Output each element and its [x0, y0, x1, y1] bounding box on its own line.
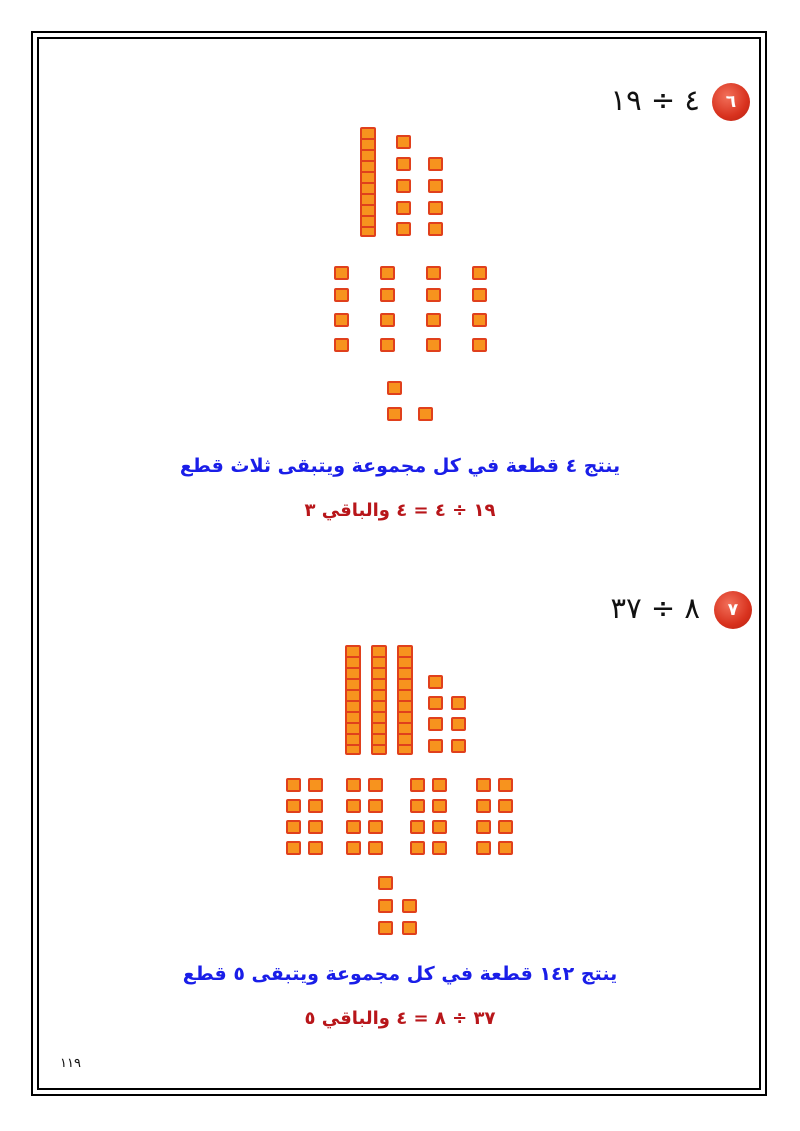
ten-rod — [397, 645, 413, 755]
unit-cube — [334, 288, 349, 302]
unit-cube — [428, 696, 443, 710]
remainder-cube — [402, 921, 417, 935]
remainder-cube — [402, 899, 417, 913]
unit-cube — [346, 778, 361, 792]
unit-cube — [428, 201, 443, 215]
unit-cube — [286, 841, 301, 855]
remainder-cube — [387, 407, 402, 421]
unit-cube — [334, 313, 349, 327]
unit-cube — [498, 799, 513, 813]
unit-cube — [498, 820, 513, 834]
unit-cube — [426, 288, 441, 302]
unit-cube — [286, 820, 301, 834]
remainder-cube — [378, 876, 393, 890]
unit-cube — [308, 778, 323, 792]
ten-rod — [345, 645, 361, 755]
unit-cube — [396, 135, 411, 149]
unit-cube — [410, 778, 425, 792]
unit-cube — [346, 841, 361, 855]
result-sentence: ينتج ٤ قطعة في كل مجموعة ويتبقى ثلاث قطع — [179, 455, 621, 477]
unit-cube — [451, 717, 466, 731]
unit-cube — [426, 338, 441, 352]
unit-cube — [308, 799, 323, 813]
unit-cube — [476, 841, 491, 855]
unit-cube — [368, 820, 383, 834]
unit-cube — [396, 201, 411, 215]
unit-cube — [451, 696, 466, 710]
unit-cube — [428, 179, 443, 193]
unit-cube — [410, 820, 425, 834]
problem-expression: ٨ ÷ ٣٧ — [610, 591, 700, 625]
unit-cube — [428, 717, 443, 731]
page-frame-inner — [37, 37, 761, 1090]
unit-cube — [396, 179, 411, 193]
problem-number-badge: ٦ — [712, 83, 750, 121]
unit-cube — [346, 820, 361, 834]
unit-cube — [428, 222, 443, 236]
unit-cube — [286, 799, 301, 813]
problem-number-badge: ٧ — [714, 591, 752, 629]
unit-cube — [498, 778, 513, 792]
ten-rod — [360, 127, 376, 237]
unit-cube — [308, 820, 323, 834]
problem-expression: ٤ ÷ ١٩ — [610, 83, 700, 117]
unit-cube — [410, 841, 425, 855]
unit-cube — [476, 799, 491, 813]
remainder-cube — [387, 381, 402, 395]
unit-cube — [428, 675, 443, 689]
unit-cube — [286, 778, 301, 792]
unit-cube — [334, 338, 349, 352]
unit-cube — [426, 266, 441, 280]
division-equation: ٣٧ ÷ ٨ = ٤ والباقي ٥ — [304, 1008, 496, 1029]
unit-cube — [476, 778, 491, 792]
unit-cube — [472, 313, 487, 327]
unit-cube — [432, 841, 447, 855]
unit-cube — [396, 222, 411, 236]
unit-cube — [472, 266, 487, 280]
remainder-cube — [378, 921, 393, 935]
unit-cube — [380, 313, 395, 327]
unit-cube — [380, 338, 395, 352]
unit-cube — [432, 778, 447, 792]
unit-cube — [308, 841, 323, 855]
result-sentence: ينتج ١٤٢ قطعة في كل مجموعة ويتبقى ٥ قطع — [182, 963, 618, 985]
division-equation: ١٩ ÷ ٤ = ٤ والباقي ٣ — [304, 500, 496, 521]
unit-cube — [428, 157, 443, 171]
unit-cube — [472, 288, 487, 302]
ten-rod — [371, 645, 387, 755]
page-number: ١١٩ — [60, 1056, 81, 1071]
unit-cube — [498, 841, 513, 855]
unit-cube — [368, 841, 383, 855]
unit-cube — [396, 157, 411, 171]
remainder-cube — [418, 407, 433, 421]
unit-cube — [428, 739, 443, 753]
unit-cube — [472, 338, 487, 352]
unit-cube — [432, 799, 447, 813]
unit-cube — [368, 799, 383, 813]
unit-cube — [410, 799, 425, 813]
unit-cube — [476, 820, 491, 834]
unit-cube — [380, 266, 395, 280]
unit-cube — [334, 266, 349, 280]
unit-cube — [432, 820, 447, 834]
remainder-cube — [378, 899, 393, 913]
unit-cube — [380, 288, 395, 302]
unit-cube — [426, 313, 441, 327]
unit-cube — [346, 799, 361, 813]
unit-cube — [451, 739, 466, 753]
unit-cube — [368, 778, 383, 792]
